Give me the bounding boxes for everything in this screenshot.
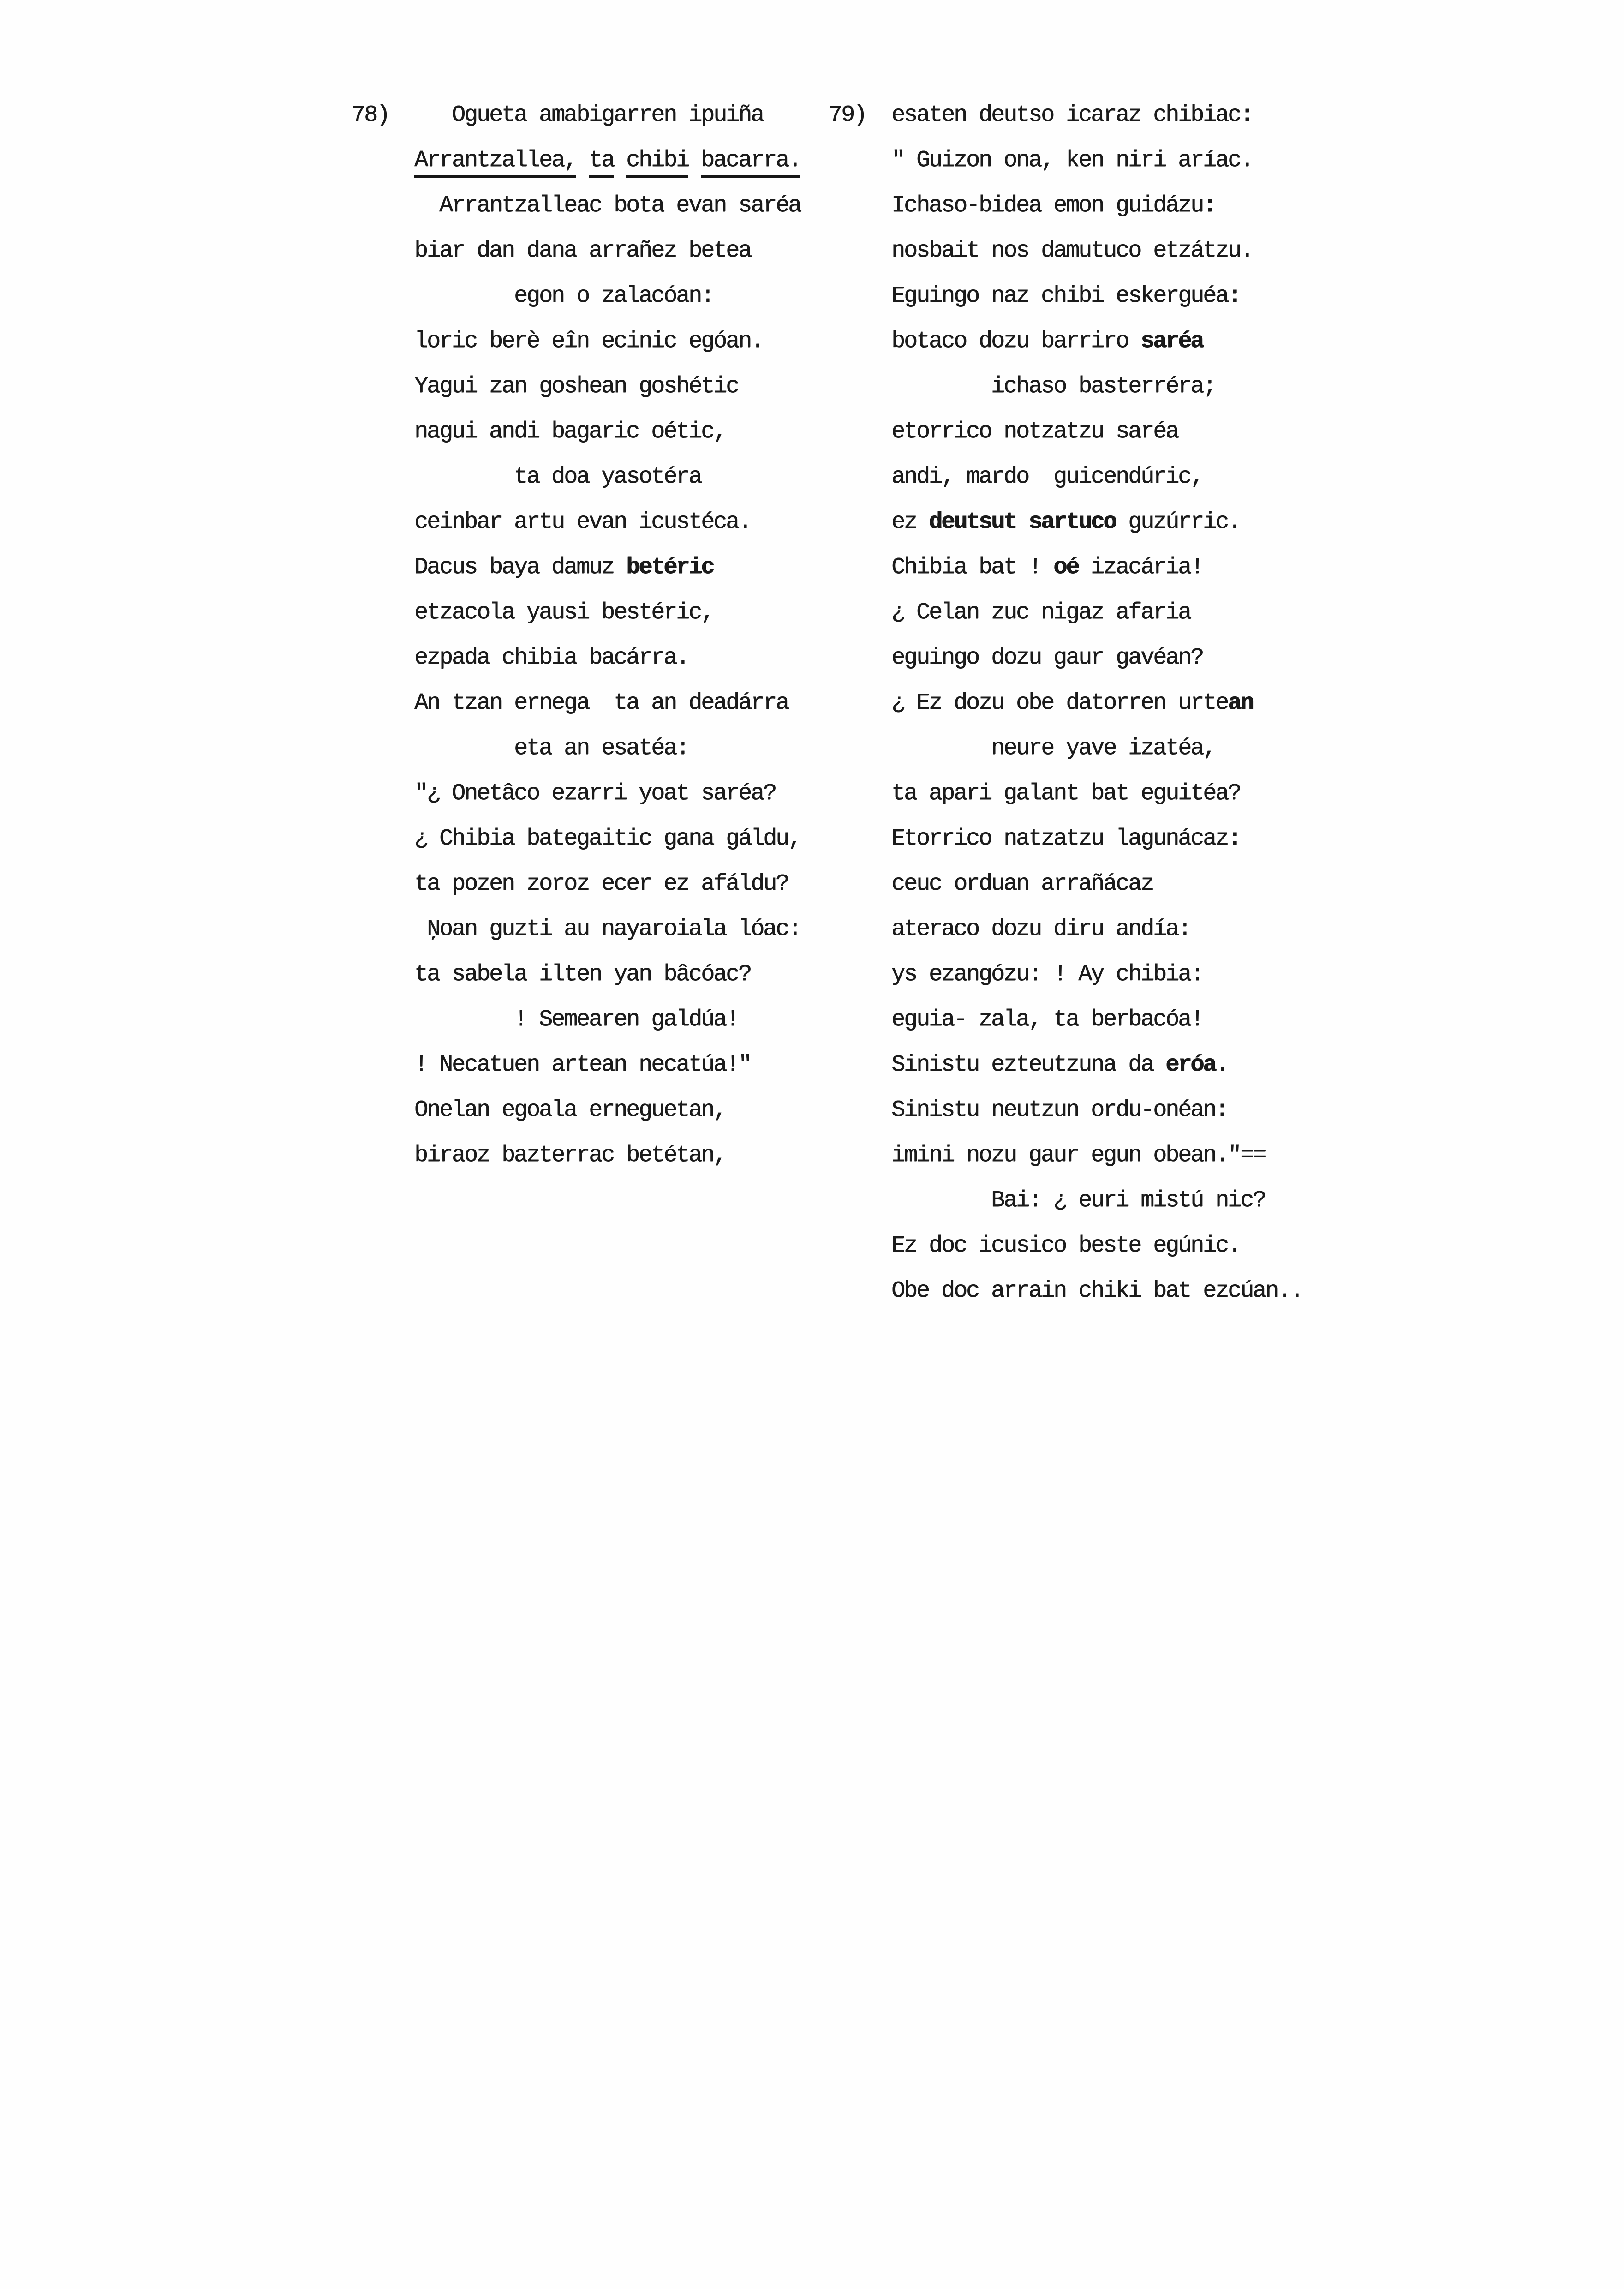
text-segment: eta an esatéa: bbox=[514, 735, 689, 761]
text-segment: eróa bbox=[1165, 1052, 1216, 1078]
underlined-title-word: ta bbox=[589, 147, 614, 178]
text-segment: biraoz bazterrac betétan, bbox=[414, 1142, 726, 1168]
poem-line bbox=[891, 726, 1302, 771]
text-segment: neure yave izatéa, bbox=[991, 735, 1216, 761]
text-segment: Bai: ¿ euri mistú nic? bbox=[991, 1187, 1266, 1214]
poem-line bbox=[414, 409, 800, 455]
poem-line bbox=[891, 274, 1302, 319]
poem-line bbox=[414, 500, 800, 545]
text-segment: Obe doc arrain chiki bat ezcúan.. bbox=[891, 1278, 1303, 1304]
poem-line bbox=[891, 1269, 1302, 1314]
text-segment: ta doa yasotéra bbox=[514, 464, 701, 490]
text-segment: eguia- zala, ta berbacóa! bbox=[891, 1007, 1203, 1033]
poem-line bbox=[414, 862, 800, 907]
text-segment: guzúrric. bbox=[1116, 509, 1241, 535]
poem-line bbox=[414, 681, 800, 726]
text-segment: betéric bbox=[626, 554, 714, 581]
poem-line bbox=[891, 997, 1302, 1043]
poem-line bbox=[891, 1223, 1302, 1269]
text-segment: Sinistu neutzun ordu-onéan bbox=[891, 1097, 1216, 1123]
text-segment bbox=[614, 147, 626, 174]
text-segment: ¿ Ez dozu obe datorren urte bbox=[891, 690, 1228, 716]
text-segment: ys ezangózu: ! Ay chibia: bbox=[891, 961, 1203, 988]
text-segment: ichaso basterréra; bbox=[991, 373, 1216, 400]
text-segment: loric berè eîn ecinic egóan. bbox=[414, 328, 764, 354]
poem-line bbox=[414, 726, 800, 771]
poem-line bbox=[891, 681, 1302, 726]
text-segment: esaten deutso icaraz chibiac bbox=[891, 102, 1241, 128]
text-segment: Arrantzalleac bota evan saréa bbox=[439, 192, 801, 219]
poem-line bbox=[414, 1088, 800, 1133]
poem-line bbox=[891, 1088, 1302, 1133]
text-segment: eguingo dozu gaur gavéan? bbox=[891, 645, 1203, 671]
poem-line bbox=[891, 183, 1302, 228]
text-segment: etzacola yausi bestéric, bbox=[414, 599, 714, 626]
text-segment: Ichaso-bidea emon guidázu bbox=[891, 192, 1203, 219]
text-segment: : bbox=[1203, 192, 1216, 219]
underlined-title-word: chibi bbox=[626, 147, 688, 178]
text-segment: saréa bbox=[1140, 328, 1203, 354]
poem-line bbox=[414, 997, 800, 1043]
text-segment: Dacus baya damuz bbox=[414, 554, 627, 581]
text-segment: ezpada chibia bacárra. bbox=[414, 645, 689, 671]
text-segment: : bbox=[1215, 1097, 1228, 1123]
text-segment: sartuco bbox=[1028, 509, 1116, 535]
poem-line bbox=[414, 771, 800, 816]
text-segment: andi, mardo guicendúric, bbox=[891, 464, 1203, 490]
poem-line bbox=[891, 138, 1302, 183]
poem-line bbox=[414, 590, 800, 635]
text-segment: : bbox=[1240, 102, 1253, 128]
text-segment: nagui andi bagaric oétic, bbox=[414, 419, 726, 445]
poem-line bbox=[414, 138, 800, 183]
text-segment: botaco dozu barriro bbox=[891, 328, 1141, 354]
text-segment: : bbox=[1228, 283, 1241, 309]
poem-line bbox=[891, 635, 1302, 681]
text-segment: Onelan egoala erneguetan, bbox=[414, 1097, 726, 1123]
poem-78-column bbox=[414, 93, 800, 1178]
text-segment: ta pozen zoroz ecer ez afáldu? bbox=[414, 871, 788, 897]
text-segment: deutsut bbox=[929, 509, 1016, 535]
poem-line bbox=[891, 590, 1302, 635]
text-segment: ta apari galant bat eguitéa? bbox=[891, 780, 1241, 807]
text-segment: Chibia bat ! bbox=[891, 554, 1054, 581]
poem-line bbox=[414, 455, 800, 500]
text-segment: ceuc orduan arrañácaz bbox=[891, 871, 1153, 897]
text-segment: ateraco dozu diru andía: bbox=[891, 916, 1191, 942]
poem-line bbox=[891, 500, 1302, 545]
poem-line bbox=[414, 545, 800, 590]
poem-line bbox=[414, 1133, 800, 1178]
text-segment: ¿ Chibia bategaitic gana gáldu, bbox=[414, 826, 801, 852]
poem-line bbox=[891, 228, 1302, 274]
poem-line bbox=[891, 862, 1302, 907]
text-segment: imini nozu gaur egun obean."== bbox=[891, 1142, 1266, 1168]
text-segment: Yagui zan goshean goshétic bbox=[414, 373, 739, 400]
poem-line bbox=[891, 952, 1302, 997]
poem-line bbox=[414, 1043, 800, 1088]
poem-line bbox=[891, 1178, 1302, 1223]
poem-line bbox=[891, 1133, 1302, 1178]
poem-line bbox=[414, 907, 800, 952]
poem-line bbox=[414, 274, 800, 319]
text-segment: Ogueta amabigarren ipuiña bbox=[452, 102, 764, 128]
text-segment bbox=[688, 147, 701, 174]
text-segment: Ez doc icusico beste egúnic. bbox=[891, 1233, 1241, 1259]
poem-line bbox=[891, 1043, 1302, 1088]
text-segment: Eguingo naz chibi eskerguéa bbox=[891, 283, 1228, 309]
poem-79-column bbox=[891, 93, 1302, 1314]
text-segment: Etorrico natzatzu lagunácaz bbox=[891, 826, 1228, 852]
poem-line bbox=[891, 93, 1302, 138]
poem-line bbox=[891, 816, 1302, 862]
poem-number-78: 78) bbox=[352, 102, 389, 128]
poem-line bbox=[891, 409, 1302, 455]
poem-line bbox=[891, 545, 1302, 590]
poem-line bbox=[891, 455, 1302, 500]
poem-line bbox=[414, 952, 800, 997]
poem-line bbox=[414, 319, 800, 364]
text-segment: . bbox=[1215, 1052, 1228, 1078]
text-segment: Sinistu ezteutzuna da bbox=[891, 1052, 1166, 1078]
underlined-title-word: bacarra. bbox=[701, 147, 800, 178]
poem-line bbox=[414, 635, 800, 681]
poem-line bbox=[414, 228, 800, 274]
underlined-title-word: Arrantzallea, bbox=[414, 147, 576, 178]
text-segment: Ņoan guzti au nayaroiala lóac: bbox=[427, 916, 801, 942]
text-segment: nosbait nos damutuco etzátzu. bbox=[891, 238, 1253, 264]
text-segment: biar dan dana arrañez betea bbox=[414, 238, 751, 264]
text-segment: etorrico notzatzu saréa bbox=[891, 419, 1178, 445]
text-segment: an bbox=[1228, 690, 1253, 716]
text-segment: ¿ Celan zuc nigaz afaria bbox=[891, 599, 1191, 626]
poem-line bbox=[414, 93, 800, 138]
text-segment bbox=[576, 147, 589, 174]
text-segment bbox=[1016, 509, 1028, 535]
text-segment: ta sabela ilten yan bâcóac? bbox=[414, 961, 751, 988]
poem-line bbox=[414, 816, 800, 862]
text-segment: An tzan ernega ta an deadárra bbox=[414, 690, 788, 716]
poem-line bbox=[891, 907, 1302, 952]
text-segment: ez bbox=[891, 509, 929, 535]
text-segment: "¿ Onetâco ezarri yoat saréa? bbox=[414, 780, 776, 807]
text-segment: " Guizon ona, ken niri aríac. bbox=[891, 147, 1253, 174]
poem-line bbox=[891, 319, 1302, 364]
poem-line bbox=[891, 771, 1302, 816]
poem-line bbox=[891, 364, 1302, 409]
text-segment: egon o zalacóan: bbox=[514, 283, 714, 309]
text-segment: ! Necatuen artean necatúa!" bbox=[414, 1052, 751, 1078]
text-segment: ! Semearen galdúa! bbox=[514, 1007, 739, 1033]
poem-line bbox=[414, 364, 800, 409]
text-segment: ceinbar artu evan icustéca. bbox=[414, 509, 751, 535]
text-segment: izacária! bbox=[1078, 554, 1203, 581]
text-segment: oé bbox=[1053, 554, 1079, 581]
poem-number-79: 79) bbox=[829, 102, 866, 128]
poem-line bbox=[414, 183, 800, 228]
text-segment: : bbox=[1228, 826, 1241, 852]
